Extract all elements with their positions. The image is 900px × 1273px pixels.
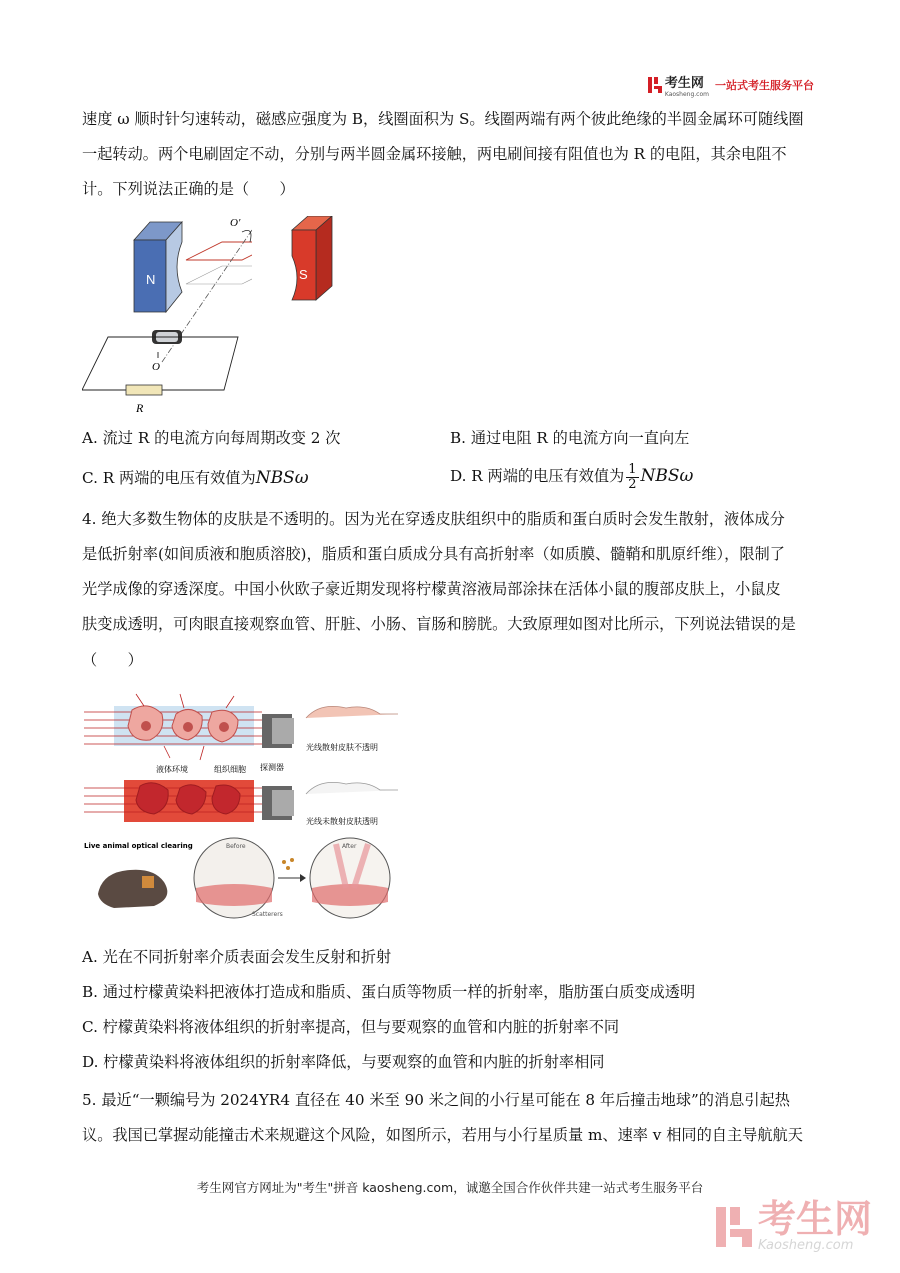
q3-option-d: D. R 两端的电压有效值为 $\frac{1}{2}$ NBSω (450, 461, 694, 492)
header-logo (648, 72, 814, 98)
q4-line2: 是低折射率(如间质液和胞质溶胶)，脂质和蛋白质成分具有高折射率（如质膜、髓鞘和肌原纤维），限制了 (82, 545, 785, 563)
one-half-fraction: $\frac{1}{2}$ (628, 461, 637, 492)
optical-clearing-figure (84, 688, 404, 920)
live-title: Live animal optical clearing (84, 842, 193, 850)
q3-option-d-formula: NBSω (640, 466, 694, 486)
q4-option-a: A. 光在不同折射率介质表面会发生反射和折射 (82, 948, 392, 966)
q3-line1: 速度 ω 顺时针匀速转动，磁感应强度为 B，线圈面积为 S。线圈两端有两个彼此绝缘的半圆金属环可随线圈 (82, 110, 804, 128)
q3-option-c: C. R 两端的电压有效值为NBSω (82, 468, 309, 488)
q3-option-b: B. 通过电阻 R 的电流方向一直向左 (450, 429, 690, 447)
watermark-text: 考生网 (758, 1197, 873, 1241)
before-label: Before (226, 843, 246, 850)
q4-line3: 光学成像的穿透深度。中国小伙欧子豪近期发现将柠檬黄溶液局部涂抹在活体小鼠的腹部皮肤上，小鼠皮 (82, 580, 781, 598)
label-opaque: 光线散射皮肤不透明 (306, 743, 378, 752)
watermark-logo-icon (716, 1207, 752, 1247)
label-liquid: 液体环境 (156, 765, 188, 774)
scatterers-label: Scatterers (252, 911, 283, 918)
q3-line2: 一起转动。两个电刷固定不动，分别与两半圆金属环接触，两电刷间接有阻值也为 R 的电阻，其余电阻不 (82, 145, 787, 163)
q4-line5: （ ） (82, 651, 143, 669)
q3-line3: 计。下列说法正确的是（ ） (82, 180, 295, 198)
q3-option-a: A. 流过 R 的电流方向每周期改变 2 次 (82, 429, 341, 447)
footer-text: 考生网官方网址为"考生"拼音 kaosheng.com，诚邀全国合作伙伴共建一站式考生服务平台 (196, 1180, 704, 1195)
n-pole-label: N (146, 272, 156, 287)
s-pole-label: S (299, 267, 308, 282)
q4-line4: 肤变成透明，可肉眼直接观察血管、肝脏、小肠、盲肠和膀胱。大致原理如图对比所示，下列说法错误的是 (82, 615, 796, 633)
brand-site: Kaosheng.com (664, 91, 709, 98)
label-detector: 探测器 (260, 763, 284, 772)
watermark-site: Kaosheng.com (758, 1238, 854, 1253)
brand-name: 考生网 (664, 76, 704, 91)
q4-line1: 4. 绝大多数生物体的皮肤是不透明的。因为光在穿透皮肤组织中的脂质和蛋白质时会发生散射，液体成分 (82, 510, 785, 528)
after-label: After (342, 843, 357, 850)
q4-option-b: B. 通过柠檬黄染料把液体打造成和脂质、蛋白质等物质一样的折射率，脂肪蛋白质变成透明 (82, 983, 696, 1001)
q4-option-d: D. 柠檬黄染料将液体组织的折射率降低，与要观察的血管和内脏的折射率相同 (82, 1053, 605, 1071)
label-transparent: 光线未散射皮肤透明 (306, 817, 378, 826)
o-label: O (152, 361, 160, 373)
q4-option-c: C. 柠檬黄染料将液体组织的折射率提高，但与要观察的血管和内脏的折射率不同 (82, 1018, 620, 1036)
r-label: R (136, 401, 144, 415)
s-magnet (278, 216, 334, 316)
header-slogan: 一站式考生服务平台 (715, 79, 814, 92)
label-cells: 组织细胞 (214, 765, 246, 774)
o-prime-label: O′ (230, 217, 241, 229)
generator-diagram (82, 212, 252, 422)
q5-line1: 5. 最近“一颗编号为 2024YR4 直径在 40 米至 90 米之间的小行星可能在 8 年后撞击地球”的消息引起热 (82, 1091, 790, 1109)
q5-line2: 议。我国已掌握动能撞击术来规避这个风险，如图所示，若用与小行星质量 m、速率 v 相同的自主导航航天 (82, 1126, 803, 1144)
kaosheng-logo-icon (648, 77, 662, 93)
q3-option-c-formula: NBSω (255, 468, 309, 488)
brand-logo (648, 72, 709, 98)
watermark (716, 1197, 873, 1253)
